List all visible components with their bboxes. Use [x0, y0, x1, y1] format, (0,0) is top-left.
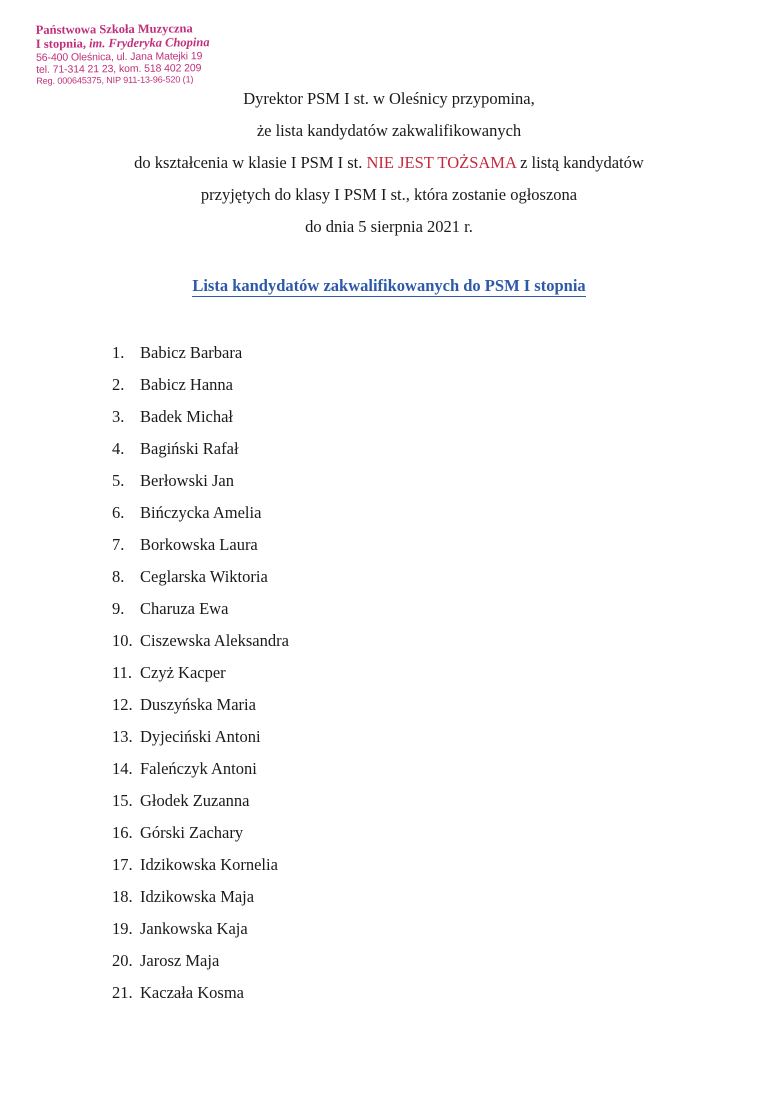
candidate-number: 12.: [112, 695, 133, 714]
notice-line-1: Dyrektor PSM I st. w Oleśnicy przypomina,: [243, 89, 535, 108]
list-item: [112, 817, 289, 849]
candidate-number: 8.: [112, 567, 125, 586]
candidate-number: 9.: [112, 599, 125, 618]
stamp-school-level: [36, 35, 210, 51]
candidate-number: 14.: [112, 759, 133, 778]
candidate-name: Faleńczyk Antoni: [140, 759, 257, 778]
notice-line-4: przyjętych do klasy I PSM I st., która zostanie ogłoszona: [200, 185, 578, 204]
list-item: [112, 433, 289, 465]
candidate-number: 18.: [112, 887, 133, 906]
list-item: [112, 977, 289, 1009]
candidate-name: Babicz Barbara: [140, 343, 243, 362]
candidate-number: 17.: [112, 855, 133, 874]
candidate-name: Idzikowska Kornelia: [140, 855, 278, 874]
candidate-name: Dyjeciński Antoni: [140, 727, 261, 746]
candidate-number: 10.: [112, 631, 133, 650]
candidate-name: Górski Zachary: [140, 823, 244, 842]
candidate-name: Głodek Zuzanna: [140, 791, 250, 810]
candidate-name: Ceglarska Wiktoria: [140, 567, 268, 586]
candidate-name: Ciszewska Aleksandra: [140, 631, 289, 650]
list-title: [0, 276, 778, 296]
list-item: [112, 465, 289, 497]
stamp-address: 56-400 Oleśnica, ul. Jana Matejki 19: [35, 49, 203, 64]
list-item: [112, 913, 289, 945]
candidate-name: Berłowski Jan: [140, 471, 234, 490]
candidate-number: 15.: [112, 791, 133, 810]
candidate-number: 2.: [112, 375, 125, 394]
stamp-registration: Reg. 000645375, NIP 911-13-96-520 (1): [36, 74, 194, 86]
candidate-number: 16.: [112, 823, 133, 842]
stamp-school-name: Państwowa Szkoła Muzyczna: [35, 21, 193, 37]
candidate-number: 13.: [112, 727, 133, 746]
candidate-number: 7.: [112, 535, 125, 554]
list-item: [112, 369, 289, 401]
notice-line-5: do dnia 5 sierpnia 2021 r.: [305, 217, 473, 236]
candidate-list: [112, 337, 289, 1009]
list-item: [112, 497, 289, 529]
notice-line-3: [0, 147, 778, 179]
candidate-name: Borkowska Laura: [140, 535, 258, 554]
school-stamp: [36, 21, 210, 86]
candidate-number: 19.: [112, 919, 133, 938]
list-item: [112, 625, 289, 657]
list-item: [112, 753, 289, 785]
candidate-number: 5.: [112, 471, 125, 490]
list-item: [112, 881, 289, 913]
list-item: [112, 945, 289, 977]
notice-line-3-end: z listą kandydatów: [515, 153, 644, 172]
candidate-name: Badek Michał: [140, 407, 234, 426]
list-item: [112, 529, 289, 561]
stamp-patron: im. Fryderyka Chopina: [88, 35, 210, 51]
candidate-name: Duszyńska Maria: [140, 695, 256, 714]
list-item: [112, 721, 289, 753]
list-item: [112, 401, 289, 433]
candidate-number: 21.: [112, 983, 133, 1002]
notice-emphasis: NIE JEST TOŻSAMA: [366, 153, 516, 172]
list-item: [112, 657, 289, 689]
list-item: [112, 337, 289, 369]
notice-line-2: że lista kandydatów zakwalifikowanych: [256, 121, 522, 140]
candidate-name: Czyż Kacper: [140, 663, 226, 682]
candidate-name: Kaczała Kosma: [140, 983, 244, 1002]
list-title-text: Lista kandydatów zakwalifikowanych do PSM I stopnia: [192, 276, 586, 295]
candidate-name: Jarosz Maja: [140, 951, 220, 970]
stamp-level-text: I stopnia,: [35, 36, 90, 52]
candidate-name: Bagiński Rafał: [140, 439, 239, 458]
stamp-phone: tel. 71-314 21 23, kom. 518 402 209: [36, 61, 202, 76]
list-item: [112, 785, 289, 817]
candidate-number: 6.: [112, 503, 125, 522]
candidate-name: Jankowska Kaja: [140, 919, 248, 938]
candidate-number: 4.: [112, 439, 125, 458]
list-item: [112, 561, 289, 593]
candidate-number: 3.: [112, 407, 125, 426]
notice-line-3-start: do kształcenia w klasie I PSM I st.: [134, 153, 367, 172]
candidate-name: Babicz Hanna: [140, 375, 233, 394]
candidate-number: 11.: [112, 663, 133, 682]
director-notice: [0, 83, 778, 243]
list-item: [112, 593, 289, 625]
candidate-name: Bińczycka Amelia: [140, 503, 262, 522]
candidate-number: 20.: [112, 951, 133, 970]
candidate-number: 1.: [112, 343, 125, 362]
list-item: [112, 689, 289, 721]
list-item: [112, 849, 289, 881]
candidate-name: Idzikowska Maja: [140, 887, 255, 906]
candidate-name: Charuza Ewa: [140, 599, 229, 618]
